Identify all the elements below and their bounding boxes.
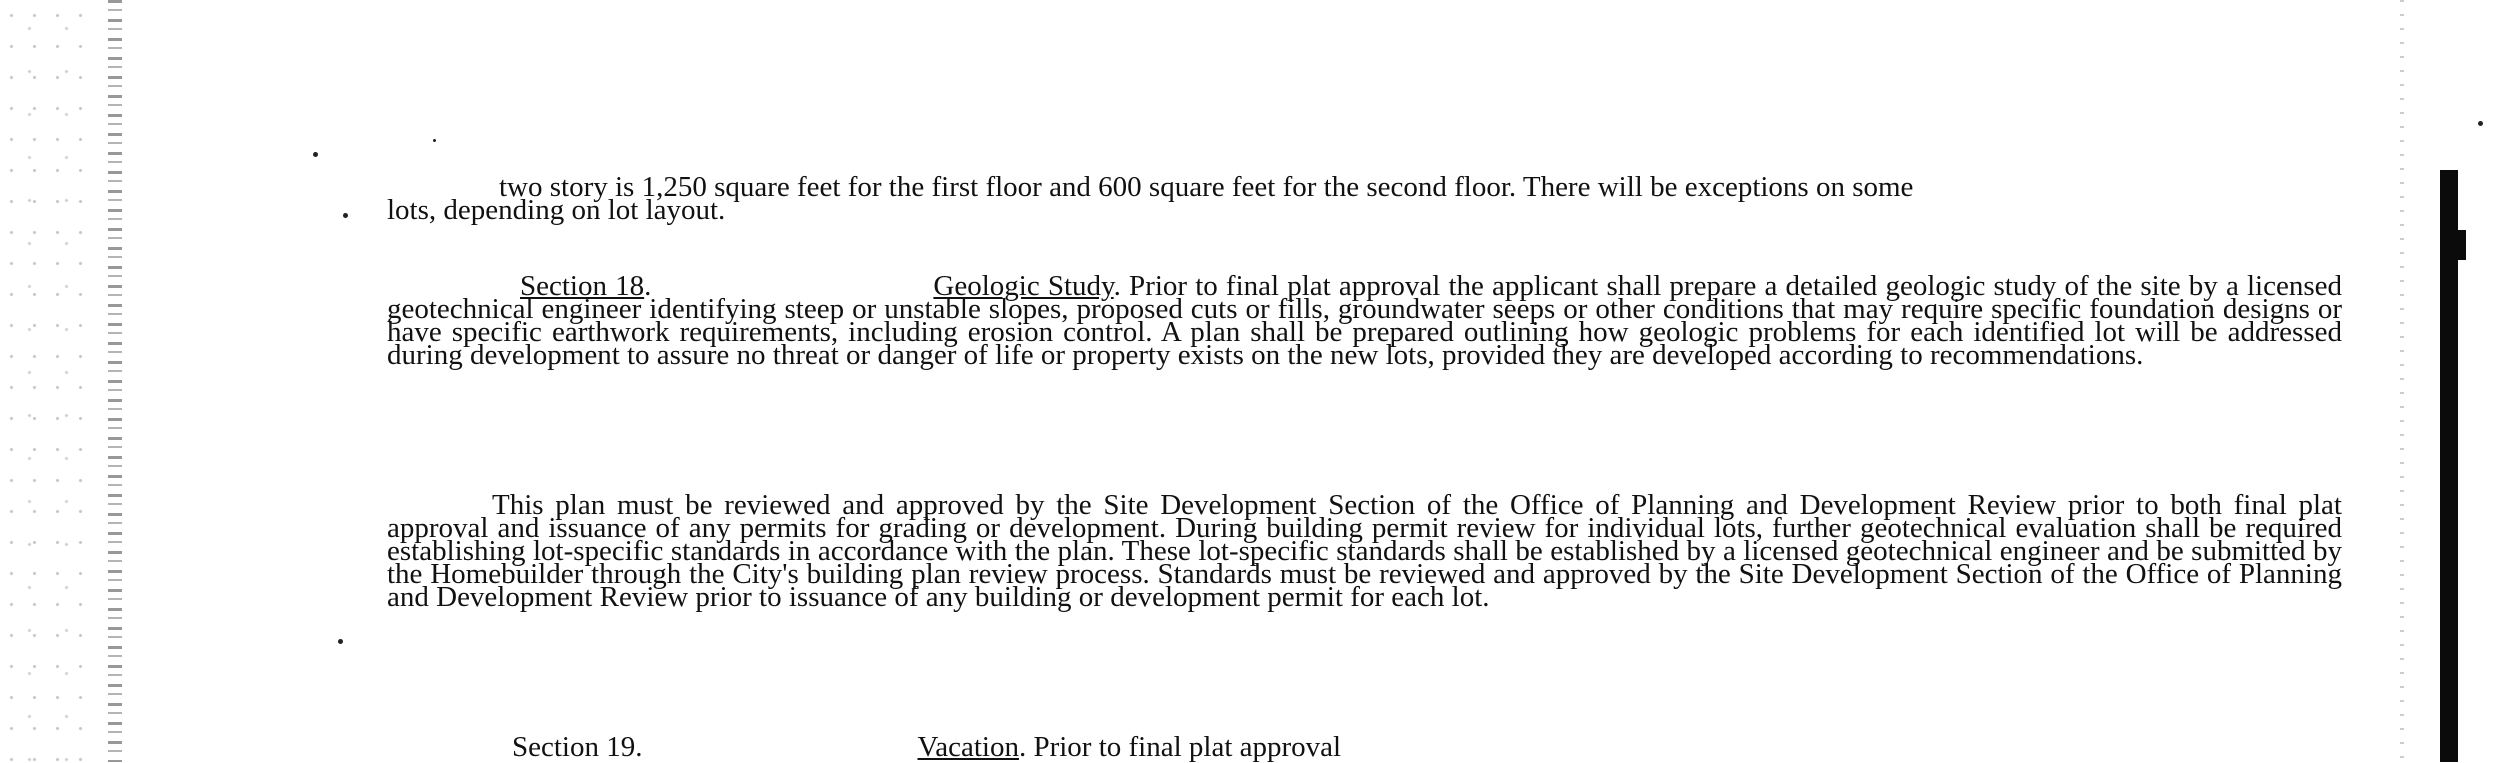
section-18-body: . Prior to final plat approval the applicant shall prepare a detailed geologic study of the site by a licensed geotechnical engineer identifying steep or unstable slopes, proposed cuts or fills, groundwater seeps or other conditions that may require specific foundation designs or have specific earthwork requirements, including erosion control. A plan shall be prepared outlining how geologic problems for each identified lot will be addressed during development to assure no threat or danger of life or property exists on the new lots, provided they are developed according to recommendations. [387,270,2342,371]
section-18-label-punct: . [644,270,652,302]
scan-speck [433,139,436,142]
section-18-paragraph [387,270,2342,371]
section-19-paragraph [387,731,2342,763]
scan-speck [338,639,343,644]
intro-paragraph [387,171,2342,226]
scan-noise-right [2400,0,2404,762]
scan-edge-right-notch [2458,230,2466,260]
scan-speck [2478,121,2483,126]
scan-noise-left [0,0,100,762]
scan-speck [313,152,318,157]
scan-edge-left [108,0,122,762]
section-19-heading: Vacation [917,731,1019,763]
section-18-heading: Geologic Study [933,270,1114,302]
intro-line-2: lots, depending on lot layout. [387,194,726,226]
section-18-label: Section 18 [520,270,645,302]
scan-speck [343,213,348,218]
scan-edge-right [2440,170,2458,762]
intro-line-1: two story is 1,250 square feet for the first floor and 600 square feet for the second floor. There will be exceptions on some [499,171,1914,203]
section-19-label: Section 19. [512,731,643,763]
section-19-body: . Prior to final plat approval [1018,731,1342,763]
review-paragraph: This plan must be reviewed and approved by the Site Development Section of the Office of Planning and Development Review prior to both final plat approval and issuance of any permits for grading or development. During building permit review for individual lots, further geotechnical evaluation shall be required establishing lot-specific standards in accordance with the plan. These lot-specific standards shall be established by a licensed geotechnical engineer and be submitted by the Homebuilder through the City's building plan review process. Standards must be reviewed and approved by the Site Development Section of the Office of Planning and Development Review prior to issuance of any building or development permit for each lot. [387,489,2342,613]
